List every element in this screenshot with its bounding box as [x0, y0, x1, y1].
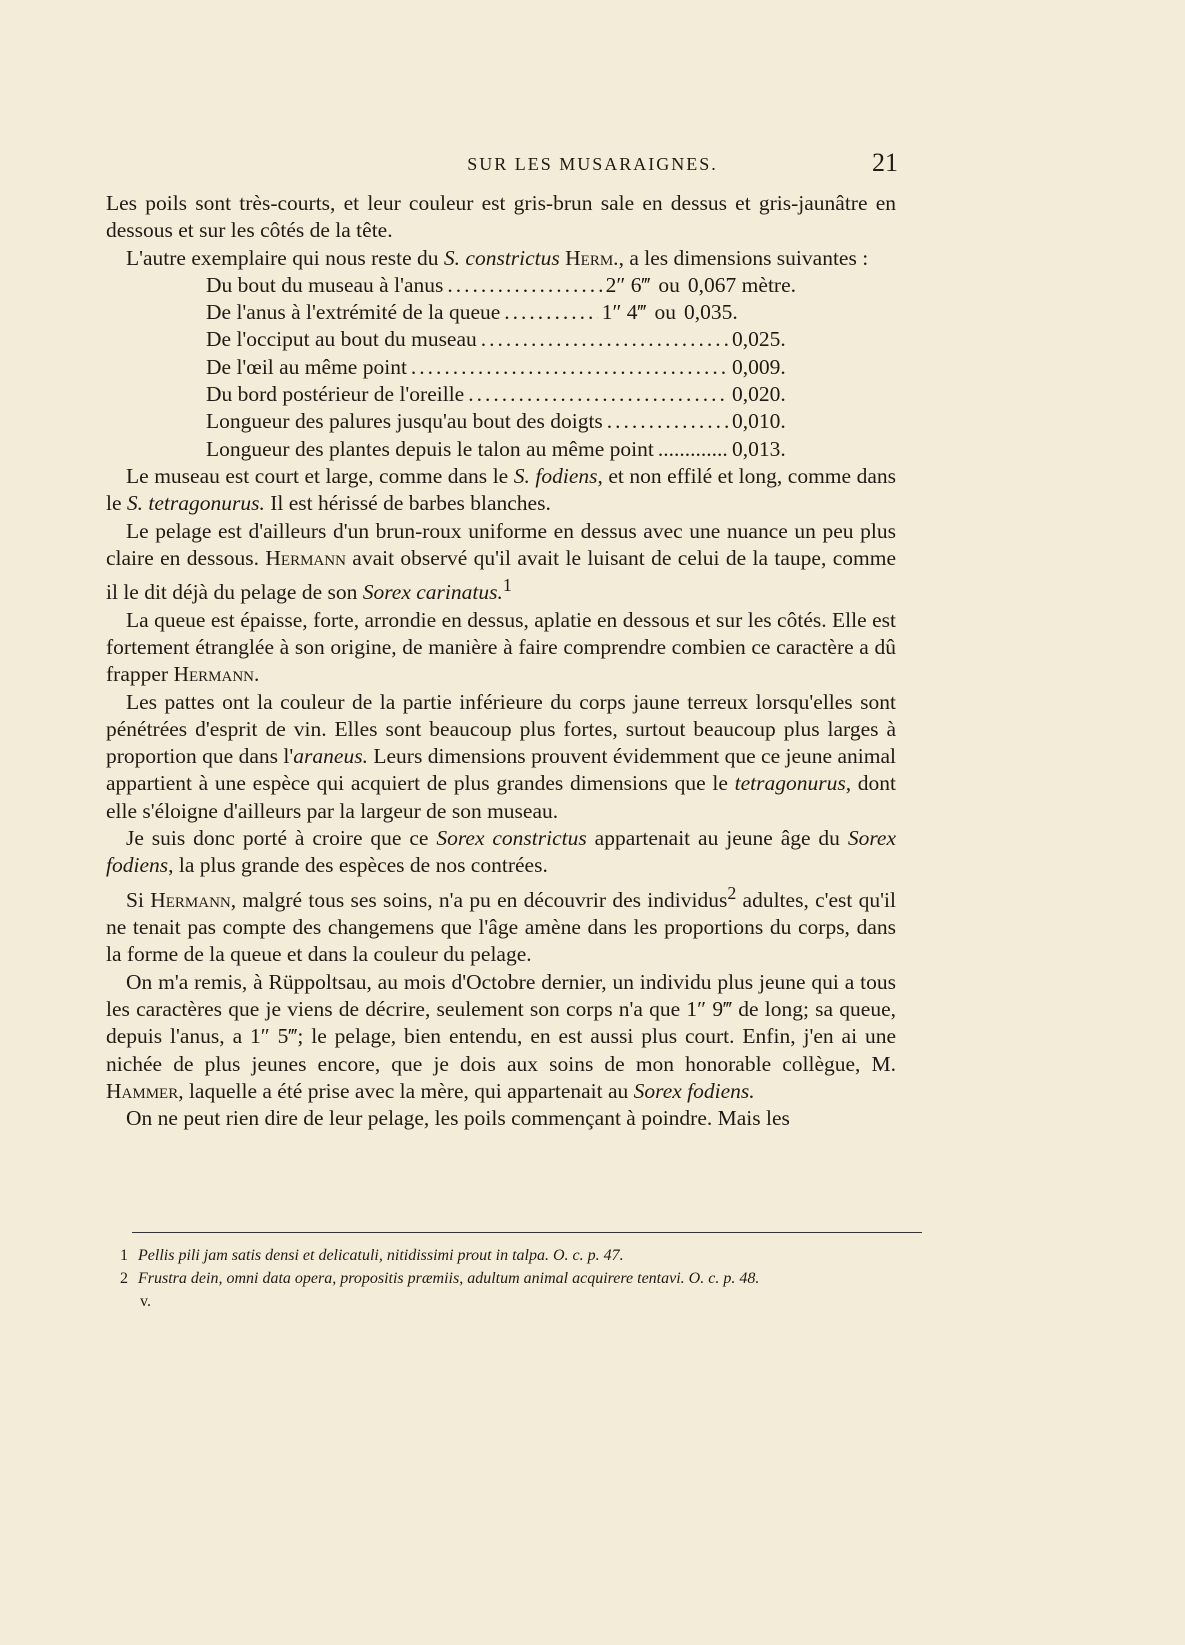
paragraph: Si Hermann, malgré tous ses soins, n'a pu en découvrir des individus$^2$ adultes, c'est qu'il ne tenait pas compte des changemens que l'âge amène dans les proportions du corps, dans la forme de la queue et dans la couleur du pelage. — [106, 882, 896, 967]
paragraph: Les poils sont très-courts, et leur couleur est gris-brun sale en dessus et gris-jaunâtre en dessous et sur les côtés de la tête. — [106, 191, 896, 243]
footnote: 1 Pellis pili jam satis densi et delicatuli, nitidissimi prout in talpa. O. c. p. 47. — [120, 1247, 624, 1264]
running-title: SUR LES MUSARAIGNES. — [467, 154, 718, 174]
measurement-row: Du bord postérieur de l'oreille ..... 0,020. — [206, 381, 796, 408]
signature-mark: v. — [140, 1293, 151, 1310]
paragraph: L'autre exemplaire qui nous reste du S. constrictus Herm., a les dimensions suivantes : — [126, 245, 869, 270]
measurement-row: Longueur des palures jusqu'au bout des doigts ..... 0,010. — [206, 408, 796, 435]
footnote: 2 Frustra dein, omni data opera, propositis præmiis, adultum animal acquirere tentavi. O. c. p. 48. — [120, 1270, 760, 1287]
measurement-row: Longueur des plantes depuis le talon au même point ..... 0,013. — [206, 436, 796, 463]
paragraph: On m'a remis, à Rüppoltsau, au mois d'Octobre dernier, un individu plus jeune qui a tous les caractères que je viens de décrire, seulement son corps n'a que 1″ 9‴ de long; sa queue, depuis l'anus, a 1″ 5‴; le pelage, bien entendu, en est aussi plus court. Enfin, j'en ai une nichée de plus jeunes encore, que je dois aux soins de mon honorable collègue, M. Hammer, laquelle a été prise avec la mère, qui appartenait au Sorex fodiens. — [106, 969, 896, 1103]
footnotes — [120, 1244, 920, 1313]
measurements-table — [206, 272, 796, 463]
footnote-divider — [132, 1232, 922, 1233]
paragraph: Le museau est court et large, comme dans le S. fodiens, et non effilé et long, comme dans le S. tetragonurus. Il est hérissé de barbes blanches. — [106, 463, 896, 516]
paragraph: La queue est épaisse, forte, arrondie en dessus, aplatie en dessous et sur les côtés. Elle est fortement étranglée à son origine, de manière à faire comprendre combien ce caractère a dû frapper Hermann. — [106, 607, 896, 687]
measurement-row: De l'occiput au bout du museau ..... 0,025. — [206, 326, 796, 353]
measurement-row: De l'œil au même point ..... 0,009. — [206, 354, 796, 381]
page-header — [0, 150, 1185, 180]
measurement-row: Du bout du museau à l'anus ..... 2″ 6‴ ou 0,067 mètre. — [206, 272, 796, 299]
body-text — [106, 190, 896, 1132]
paragraph: Le pelage est d'ailleurs d'un brun-roux uniforme en dessus avec une nuance un peu plus claire en dessous. Hermann avait observé qu'il avait le luisant de celui de la taupe, comme il le dit déjà du pelage de son Sorex carinatus.$^1$ — [106, 518, 896, 605]
footnote-ref: 2 — [727, 882, 737, 903]
paragraph: Je suis donc porté à croire que ce Sorex constrictus appartenait au jeune âge du Sorex fodiens, la plus grande des espèces de nos contrées. — [106, 825, 896, 878]
measurement-row: De l'anus à l'extrémité de la queue ..... 1″ 4‴ ou 0,035. — [206, 299, 796, 326]
page-number: 21 — [872, 148, 898, 177]
paragraph: Les pattes ont la couleur de la partie inférieure du corps jaune terreux lorsqu'elles sont pénétrées d'esprit de vin. Elles sont beaucoup plus fortes, surtout beaucoup plus larges à proportion que dans l'araneus. Leurs dimensions prouvent évidemment que ce jeune animal appartient à une espèce qui acquiert de plus grandes dimensions que le tetragonurus, dont elle s'éloigne d'ailleurs par la largeur de son museau. — [106, 689, 896, 823]
paragraph: On ne peut rien dire de leur pelage, les poils commençant à poindre. Mais les — [126, 1106, 790, 1131]
footnote-ref: 1 — [502, 575, 512, 596]
